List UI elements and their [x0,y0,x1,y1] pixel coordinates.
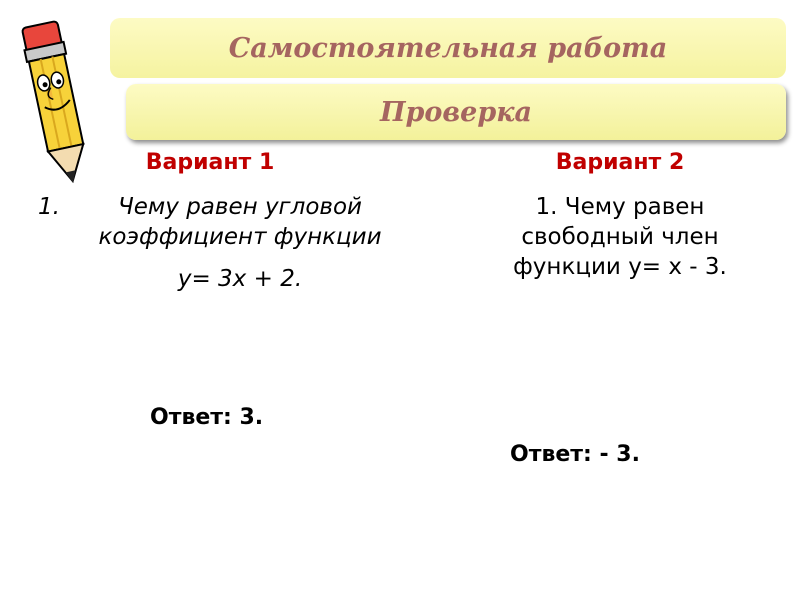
variant-2-heading: Вариант 2 [555,150,685,175]
subtitle-banner [126,84,786,140]
variant-1-question-text: Чему равен угловой коэффициент функции [98,194,382,250]
variant-1-function: у= 3х + 2. [177,266,303,292]
page-title: Самостоятельная работа [228,32,668,64]
variant-2-question: 1. Чему равен свободный член функции у= х - 3. [513,194,727,280]
variant-1-heading: Вариант 1 [145,150,275,175]
question-number: 1. [38,194,60,220]
variant-2-answer: Ответ: - 3. [510,442,640,467]
variant-2-column [450,148,790,282]
page-subtitle: Проверка [380,96,532,128]
variant-1-answer: Ответ: 3. [150,405,264,430]
title-banner [110,18,786,78]
variant-1-column [0,148,420,294]
variant-1-question [0,192,420,294]
